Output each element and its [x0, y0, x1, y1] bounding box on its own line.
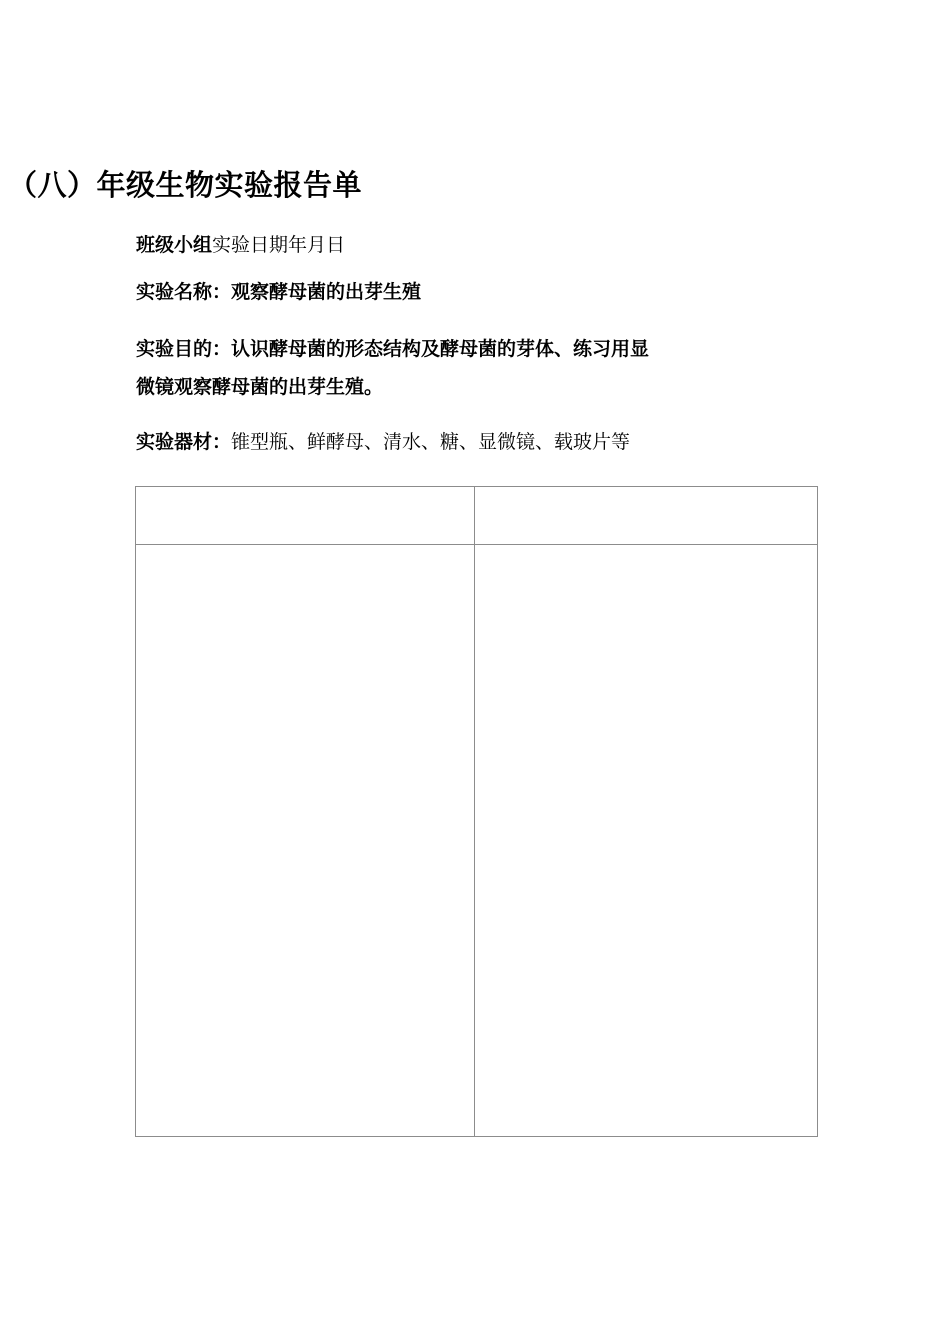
experiment-materials-label: 实验器材：	[136, 431, 232, 453]
experiment-purpose-line	[136, 336, 649, 362]
experiment-purpose-text-2: 微镜观察酵母菌的出芽生殖。	[136, 376, 384, 398]
report-table	[135, 486, 818, 1137]
class-label: 班级	[136, 234, 175, 256]
table-header-row	[136, 487, 818, 545]
experiment-materials-value: 锥型瓶、鲜酵母、清水、糖、显微镜、载玻片等	[231, 431, 631, 453]
experiment-purpose-label: 实验目的：	[136, 338, 232, 360]
report-title: （八）年级生物实验报告单	[8, 168, 363, 202]
experiment-name-value: 观察酵母菌的出芽生殖	[231, 281, 422, 303]
class-info-line	[136, 232, 345, 258]
table-body-cell-right[interactable]	[475, 545, 818, 1137]
experiment-name-label: 实验名称：	[136, 281, 232, 303]
experiment-materials-line	[136, 429, 630, 455]
table-header-cell-right[interactable]	[475, 487, 818, 545]
table-body-cell-left[interactable]	[136, 545, 475, 1137]
experiment-date: 实验日期年月日	[212, 234, 346, 256]
table-body-row	[136, 545, 818, 1137]
table-header-cell-left[interactable]	[136, 487, 475, 545]
experiment-name-line	[136, 279, 421, 305]
group-label: 小组	[174, 234, 213, 256]
experiment-purpose-continued	[136, 374, 383, 400]
experiment-purpose-text-1: 认识酵母菌的形态结构及酵母菌的芽体、练习用显	[231, 338, 650, 360]
